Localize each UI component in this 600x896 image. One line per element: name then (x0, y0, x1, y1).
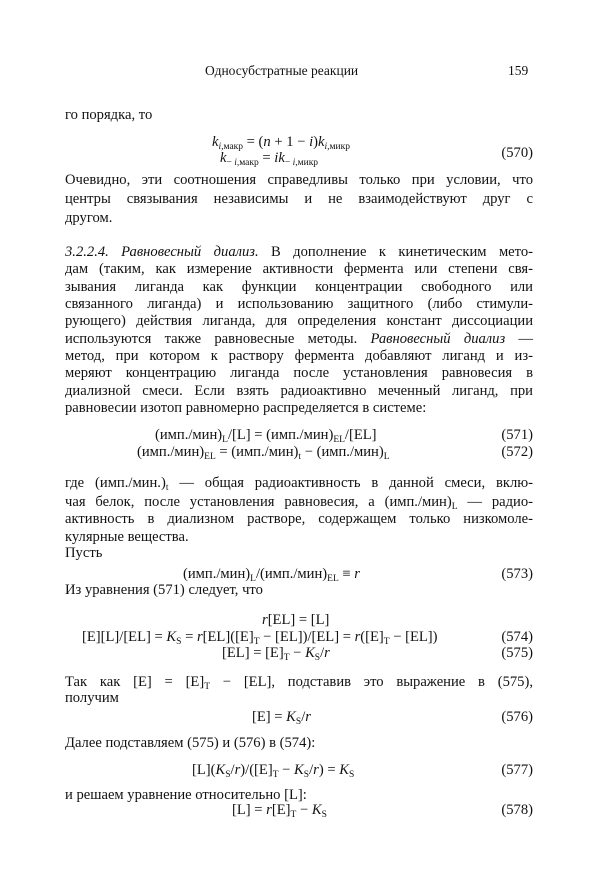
equation-number: (573) (501, 566, 533, 582)
subscript: t (165, 483, 169, 493)
text-run: Пусть (65, 545, 103, 561)
subscript: S (314, 653, 321, 663)
italic-text: i (309, 134, 314, 150)
text-run: − (имп./мин) (301, 444, 384, 460)
subscript: S (295, 717, 302, 727)
text-line (65, 493, 533, 511)
equation-number: (577) (501, 762, 533, 778)
text-run: — радио- (457, 494, 533, 510)
text-run: − [EL])/[EL] = (259, 629, 355, 645)
subscript: i, (218, 142, 224, 152)
italic-text: r (354, 629, 361, 645)
text-run: [E] (271, 802, 291, 818)
italic-text: r (196, 629, 203, 645)
subscript: L (451, 502, 458, 512)
text-run: / (320, 645, 325, 661)
text-line (65, 544, 533, 562)
text-run: метод, при котором к раствору фермента добавляют лиганд и из- (65, 348, 533, 364)
text-line (65, 278, 533, 296)
text-run: − (289, 645, 306, 661)
subscript: T (253, 637, 260, 647)
text-run: /(имп./мин) (255, 566, 328, 582)
equation-number: (574) (501, 629, 533, 645)
text-line (65, 330, 533, 348)
text-run: и решаем уравнение относительно [L]: (65, 787, 307, 803)
text-line (65, 295, 533, 313)
subscript: i, (324, 142, 330, 152)
text-run: используются также равновесные методы. (65, 331, 371, 347)
text-line (65, 474, 533, 492)
text-run: [E] = (252, 709, 287, 725)
text-line (65, 734, 533, 752)
subscript: S (303, 770, 310, 780)
equation (222, 644, 330, 662)
text-run: диализной смеси. Если взять радиоактивно меченный лиганд, при (65, 383, 533, 399)
text-run: дам (таким, как измерение активности фермента или степени свя- (65, 261, 533, 277)
italic-text: 3.2.2.4. Равновесный диализ. (65, 244, 259, 260)
equation (155, 426, 377, 444)
equation (220, 149, 318, 167)
text-run: = (258, 150, 275, 166)
text-run: В дополнение к кинетическим мето- (258, 244, 534, 260)
text-line (65, 364, 533, 382)
text-run: ≡ (338, 566, 355, 582)
running-header-title: Односубстратные реакции (205, 63, 359, 78)
italic-text: k (212, 134, 219, 150)
italic-text: K (215, 762, 226, 778)
equation-number: (572) (501, 444, 533, 460)
italic-text: K (305, 645, 315, 661)
text-line (65, 171, 533, 189)
text-run: [L]( (192, 762, 216, 778)
italic-text: k (220, 150, 227, 166)
subscript: i, (234, 158, 240, 168)
subscript: EL (327, 574, 339, 584)
italic-text: r (262, 612, 268, 628)
subscript: i, (292, 158, 298, 168)
italic-text: K (166, 629, 177, 645)
subscript: S (176, 637, 182, 647)
text-run: ) (313, 134, 319, 150)
text-run: получим (65, 690, 119, 706)
text-line (65, 510, 533, 528)
italic-text: n (263, 134, 271, 150)
italic-text: K (294, 762, 304, 778)
text-run: [E][L]/[EL] = (82, 629, 167, 645)
text-run: / (230, 762, 235, 778)
italic-text: k (318, 134, 325, 150)
italic-text: K (311, 802, 322, 818)
text-run: + 1 − (270, 134, 310, 150)
text-run: − [EL]) (389, 629, 438, 645)
italic-text: K (286, 709, 296, 725)
italic-text: r (234, 762, 241, 778)
text-run: го порядка, то (65, 107, 153, 123)
text-run: — (505, 331, 534, 347)
text-line (65, 312, 533, 330)
text-run: / (301, 709, 306, 725)
text-line (65, 581, 533, 599)
text-line (65, 190, 533, 208)
italic-text: r (354, 566, 360, 582)
equation (137, 443, 390, 461)
text-line (65, 106, 533, 124)
text-line (65, 209, 533, 227)
text-run: = ( (243, 134, 264, 150)
equation (183, 565, 360, 583)
subscript: T (283, 653, 290, 663)
subscript: микр (297, 158, 319, 168)
text-run: активность в диализном растворе, содержащем только низкомоле- (65, 511, 533, 527)
italic-text: r (324, 645, 330, 661)
equation (192, 761, 354, 779)
italic-text: ik (274, 150, 285, 166)
equation (252, 708, 311, 726)
text-run: ) = (318, 762, 340, 778)
text-run: рующего) действия лиганда, для определения констант диссоциации (65, 313, 533, 329)
text-run: (имп./мин) (183, 566, 251, 582)
text-run: равновесии изотоп равномерно распределяется в системе: (65, 400, 427, 416)
subscript: − (226, 158, 235, 168)
equation-number: (571) (501, 427, 533, 443)
subscript: микр (329, 142, 350, 152)
equation-number: (575) (501, 645, 533, 661)
text-run: (имп./мин) (137, 444, 205, 460)
text-run: − (296, 802, 312, 818)
italic-text: r (266, 802, 272, 818)
text-run: [EL]([E] (202, 629, 254, 645)
subscript: S (225, 770, 231, 780)
subscript: − (284, 158, 293, 168)
text-run: [EL] = [L] (267, 612, 330, 628)
subscript: EL (333, 435, 345, 445)
subscript: L (383, 452, 390, 462)
text-run: кулярные вещества. (65, 529, 189, 545)
italic-text: r (313, 762, 319, 778)
text-run: (имп./мин) (155, 427, 223, 443)
equation (262, 611, 329, 629)
text-line (65, 243, 533, 261)
text-line (65, 347, 533, 365)
text-run: другом. (65, 210, 113, 226)
text-run: = (181, 629, 197, 645)
text-run: /[L] = (имп./мин) (227, 427, 334, 443)
text-line (65, 382, 533, 400)
text-run: Далее подставляем (575) и (576) в (574): (65, 735, 316, 751)
subscript: T (272, 770, 279, 780)
equation-number: (576) (501, 709, 533, 725)
equation (232, 801, 327, 819)
text-run: )/([E] (240, 762, 273, 778)
text-run: — общая радиоактивность в данной смеси, вклю- (168, 475, 534, 491)
text-run: − (278, 762, 295, 778)
text-line (65, 399, 533, 417)
text-run: [L] = (232, 802, 267, 818)
text-run: чая белок, после установления равновесия, а (имп./мин) (65, 494, 452, 510)
equation-number: (578) (501, 802, 533, 818)
text-run: центры связывания независимы и не взаимодействуют друг с (65, 191, 533, 207)
subscript: S (348, 770, 355, 780)
equation-number: (570) (501, 145, 533, 161)
subscript: L (250, 574, 256, 584)
text-run: где (имп./мин.) (65, 475, 166, 491)
text-line (65, 260, 533, 278)
text-run: /[EL] (344, 427, 377, 443)
text-run: ([E] (360, 629, 384, 645)
text-run: − [EL], подставив это выражение в (575), (210, 674, 533, 690)
page-number: 159 (508, 63, 529, 78)
subscript: EL (204, 452, 216, 462)
subscript: макр (223, 142, 244, 152)
text-run: связанного лиганда) и использованию защитного (либо стимули- (65, 296, 533, 312)
italic-text: K (339, 762, 349, 778)
text-run: Очевидно, эти соотношения справедливы только при условии, что (65, 172, 533, 188)
subscript: S (321, 810, 327, 820)
text-run: / (309, 762, 314, 778)
text-run: = (имп./мин) (215, 444, 299, 460)
text-run: Так как [E] = [E] (65, 674, 205, 690)
text-run: зывания лиганда как функции концентрации свободного или (65, 279, 533, 295)
subscript: T (204, 682, 211, 692)
text-run: [EL] = [E] (222, 645, 284, 661)
subscript: T (290, 810, 297, 820)
text-line (65, 689, 533, 707)
subscript: T (383, 637, 390, 647)
subscript: t (298, 452, 302, 462)
italic-text: Равновесный диализ (370, 331, 506, 347)
text-run: меряют концентрацию лиганда после установления равновесия в (65, 365, 533, 381)
subscript: макр (239, 158, 259, 168)
text-run: Из уравнения (571) следует, что (65, 582, 263, 598)
italic-text: r (305, 709, 311, 725)
subscript: L (222, 435, 228, 445)
